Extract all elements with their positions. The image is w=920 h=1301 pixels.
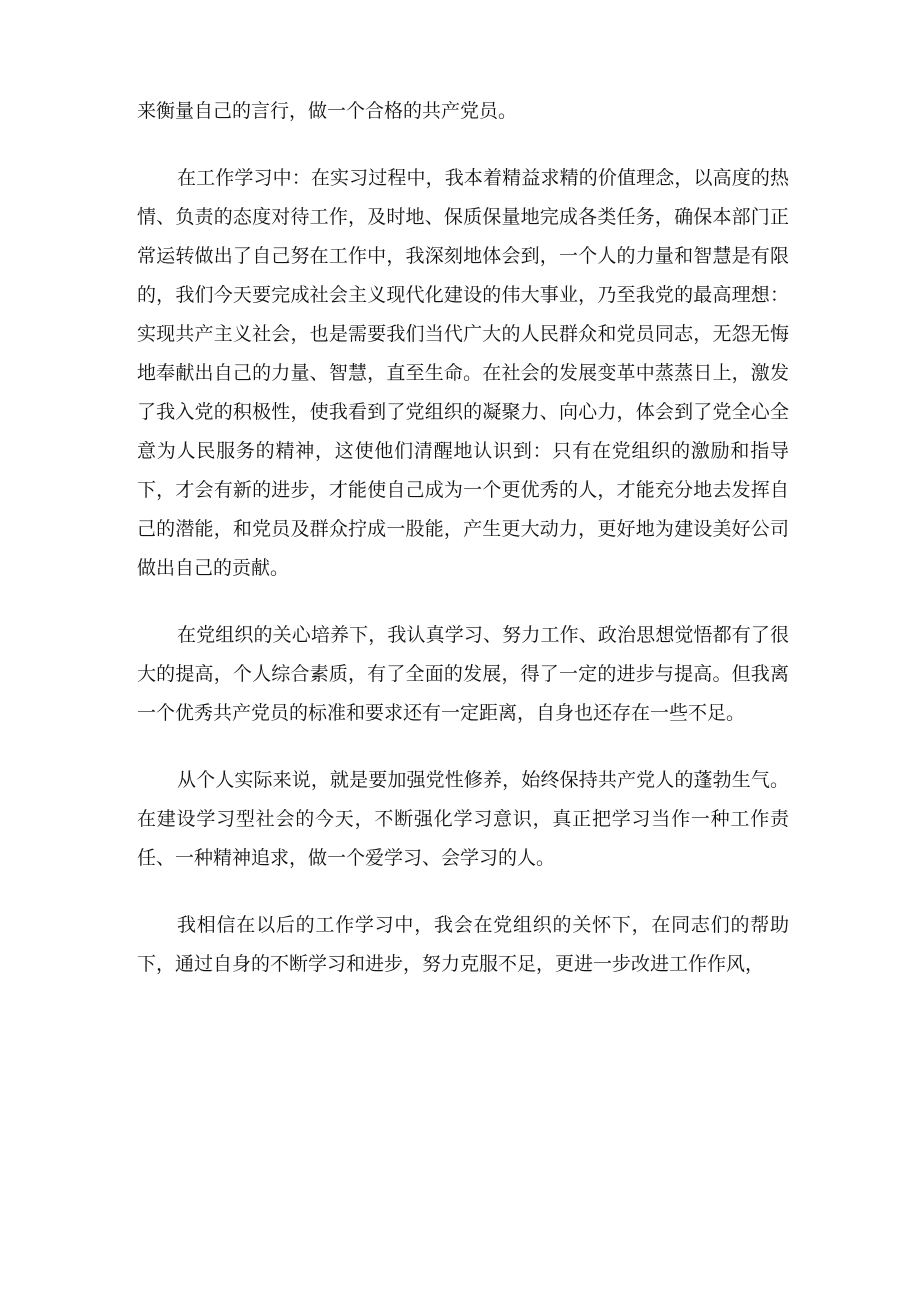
paragraph-5: 我相信在以后的工作学习中，我会在党组织的关怀下，在同志们的帮助下，通过自身的不断学习和进步，努力克服不足，更进一步改进工作作风，: [137, 914, 789, 975]
paragraph-1: 来衡量自己的言行，做一个合格的共产党员。: [137, 100, 518, 122]
paragraph-3: 在党组织的关心培养下，我认真学习、努力工作、政治思想觉悟都有了很大的提高，个人综合素质，有了全面的发展，得了一定的进步与提高。但我离一个优秀共产党员的标准和要求还有一定距离，自身也还存在一些不足。: [137, 624, 789, 724]
document-body: [137, 92, 789, 984]
paragraph-4: 从个人实际来说，就是要加强党性修养，始终保持共产党人的蓬勃生气。在建设学习型社会的今天，不断强化学习意识，真正把学习当作一种工作责任、一种精神追求，做一个爱学习、会学习的人。: [137, 769, 789, 869]
paragraph-2: 在工作学习中：在实习过程中，我本着精益求精的价值理念，以高度的热情、负责的态度对待工作，及时地、保质保量地完成各类任务，确保本部门正常运转做出了自己努在工作中，我深刻地体会到，一个人的力量和智慧是有限的，我们今天要完成社会主义现代化建设的伟大事业，乃至我党的最高理想：实现共产主义社会，也是需要我们当代广大的人民群众和党员同志，无怨无悔地奉献出自己的力量、智慧，直至生命。在社会的发展变革中蒸蒸日上，激发了我入党的积极性，使我看到了党组织的凝聚力、向心力，体会到了党全心全意为人民服务的精神，这使他们清醒地认识到：只有在党组织的激励和指导下，才会有新的进步，才能使自己成为一个更优秀的人，才能充分地去发挥自己的潜能，和党员及群众拧成一股能，产生更大动力，更好地为建设美好公司做出自己的贡献。: [137, 167, 789, 579]
